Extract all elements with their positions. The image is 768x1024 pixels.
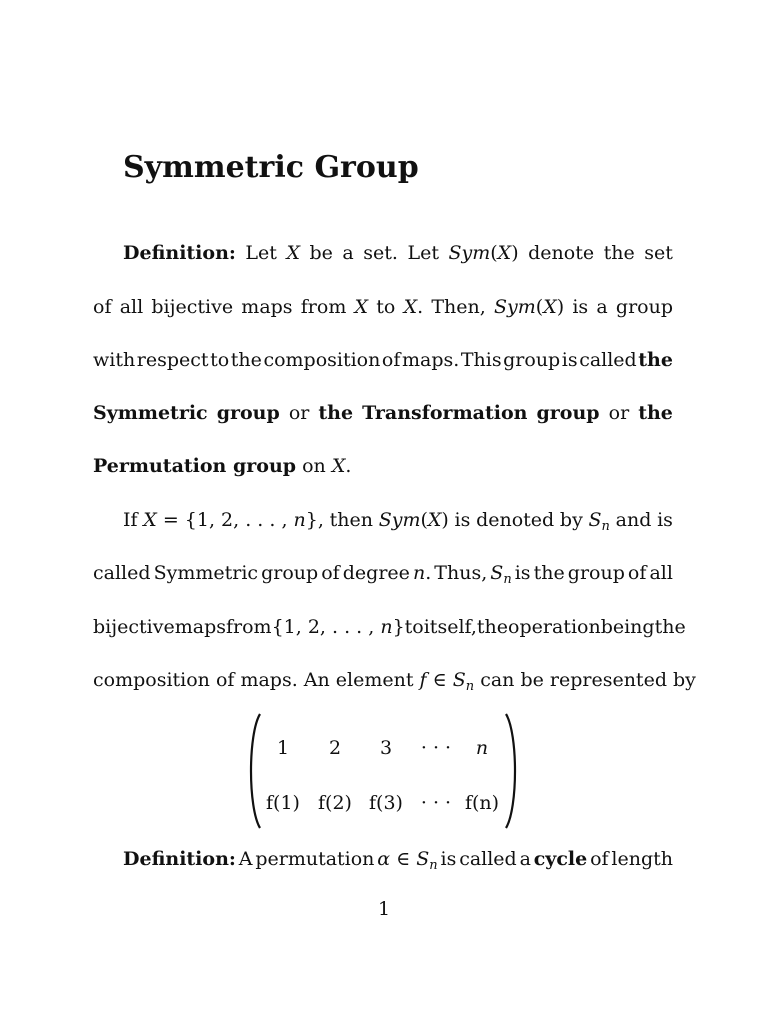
matrix-bottom-cell: f(n)	[464, 792, 500, 814]
matrix-top-cell: 3	[379, 737, 393, 759]
paragraph-2-line-1: If X = {1, 2, . . . , n}, then Sym(X) is denoted by $S_n$ and is	[123, 509, 673, 534]
definition-1-line-1: Definition: Let X be a set. Let Sym(X) denote the set	[123, 242, 673, 264]
matrix-bottom-cell: f(1)	[266, 792, 300, 814]
definition-1-line-2: of all bijective maps from X to X. Then, Sym(X) is a group	[93, 296, 673, 318]
definition-2-line-1: Definition: A permutation α ∈ $S_n$ is called a cycle of length	[123, 848, 673, 873]
definition-1-line-4: Symmetric group or the Transformation group or the	[93, 402, 673, 424]
definition-1-line-3: with respect to the composition of maps. This group is called the	[93, 349, 673, 371]
paragraph-2-line-3: bijective maps from {1, 2, . . . , n} to itself, the operation being the	[93, 616, 686, 638]
matrix-top-cell: 2	[328, 737, 342, 759]
paragraph-2-line-4: composition of maps. An element f ∈ $S_n$ can be represented by	[93, 669, 696, 694]
matrix-bottom-cell: f(3)	[369, 792, 403, 814]
paragraph-2-line-2: called Symmetric group of degree n. Thus, $S_n$ is the group of all	[93, 562, 673, 587]
page-title: Symmetric Group	[123, 150, 419, 185]
matrix-bottom-cell: · · ·	[420, 792, 452, 814]
definition-label: Definition:	[123, 242, 236, 264]
matrix-top-cell: · · ·	[420, 737, 452, 759]
page-number: 1	[377, 898, 391, 920]
matrix-top-cell: n	[475, 737, 489, 759]
permutation-matrix	[246, 712, 520, 830]
matrix-top-cell: 1	[276, 737, 290, 759]
matrix-bottom-cell: f(2)	[318, 792, 352, 814]
definition-1-line-5: Permutation group on X.	[93, 455, 352, 477]
